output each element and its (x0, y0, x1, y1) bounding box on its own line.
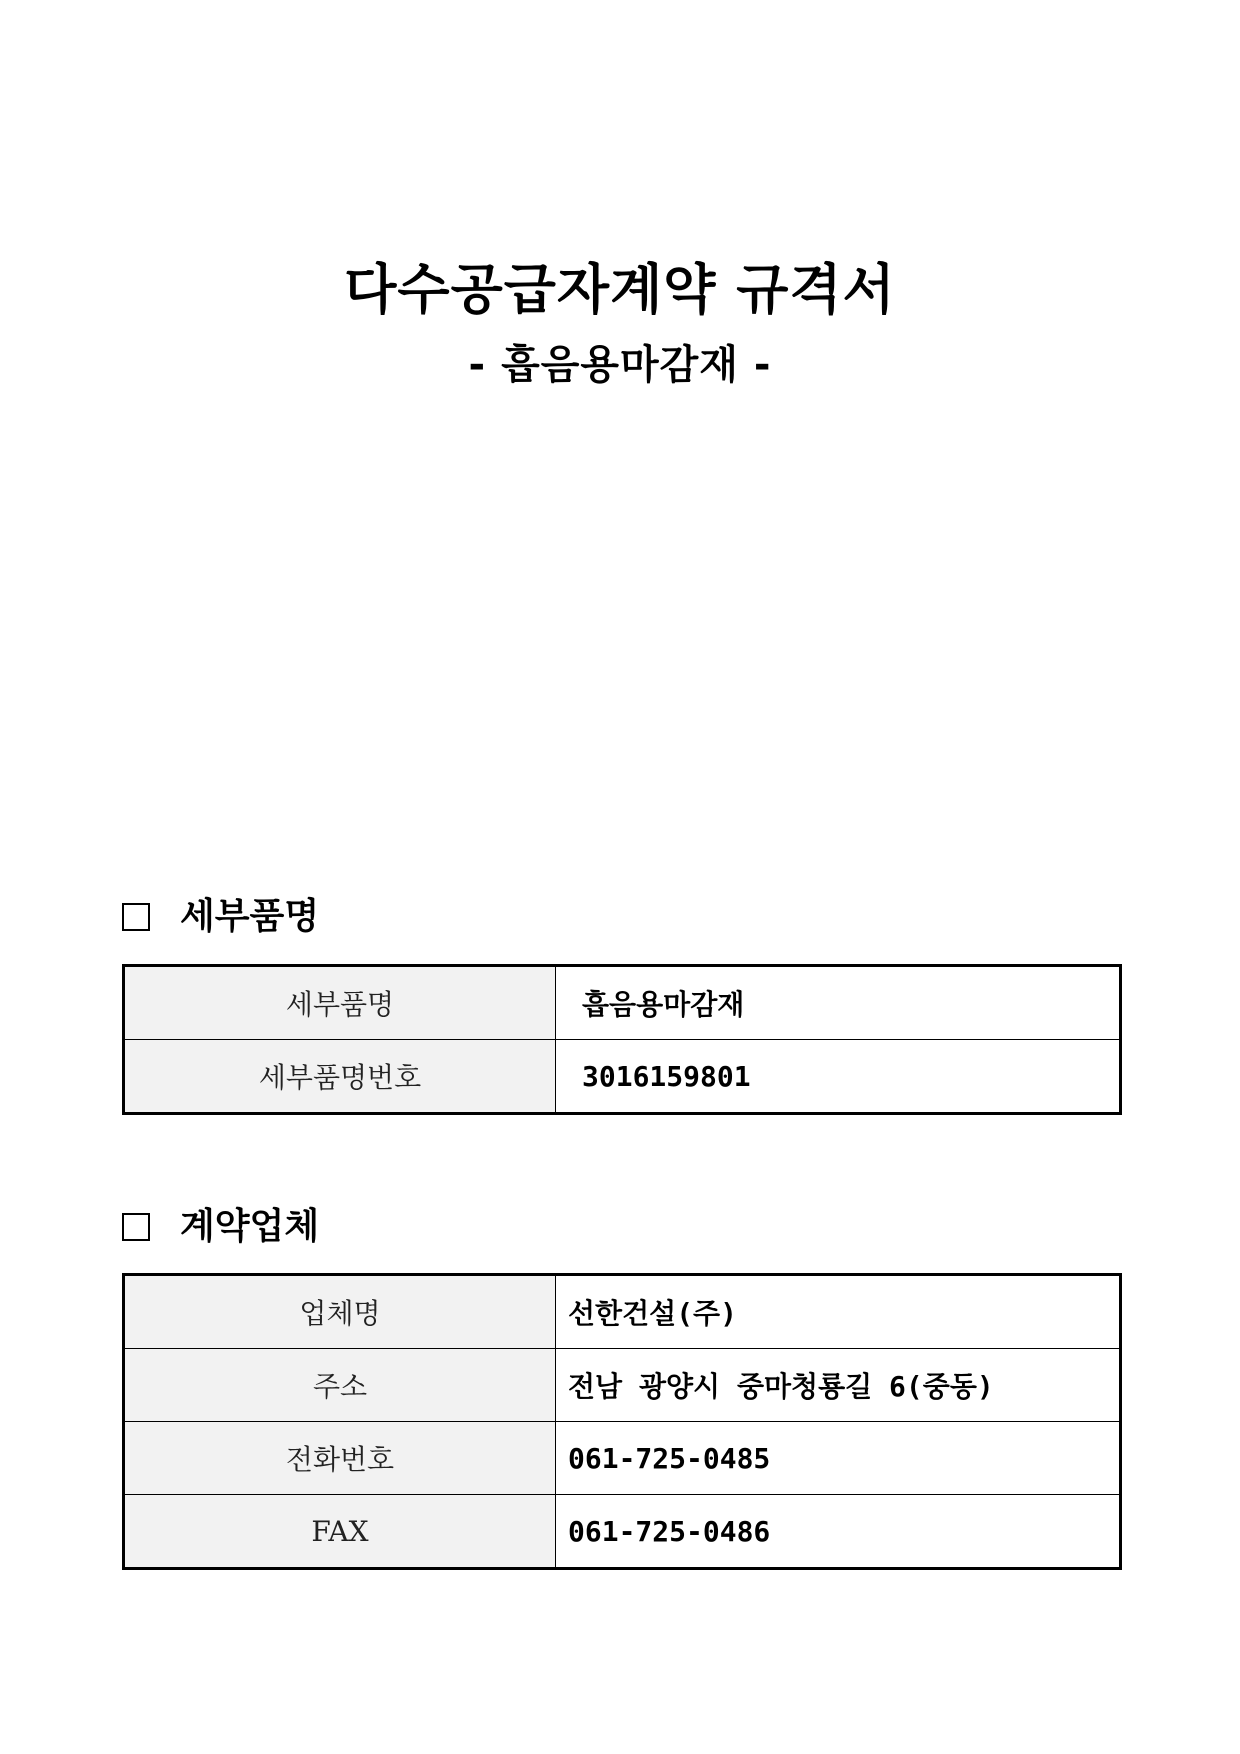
row-value: 선한건설(주) (556, 1275, 1121, 1349)
section-heading-vendor (122, 1202, 319, 1252)
row-value: 061-725-0486 (556, 1495, 1121, 1569)
table-row (124, 1275, 1121, 1349)
section-title: 세부품명 (180, 896, 320, 937)
row-value: 흡음용마감재 (556, 966, 1121, 1040)
section-title: 계약업체 (180, 1206, 320, 1247)
checkbox-icon (122, 903, 150, 931)
table-row (124, 1495, 1121, 1569)
row-label: 세부품명 (124, 966, 556, 1040)
row-label: FAX (124, 1495, 556, 1569)
table-row (124, 1349, 1121, 1422)
row-value: 3016159801 (556, 1040, 1121, 1114)
section-heading-item (122, 892, 319, 942)
vendor-table (122, 1273, 1122, 1570)
document-title: 다수공급자계약 규격서 (344, 258, 896, 321)
row-label: 세부품명번호 (124, 1040, 556, 1114)
row-value: 전남 광양시 중마청룡길 6(중동) (556, 1349, 1121, 1422)
row-label: 업체명 (124, 1275, 556, 1349)
document-subtitle: - 흡음용마감재 - (468, 342, 772, 388)
table-row (124, 966, 1121, 1040)
row-label: 전화번호 (124, 1422, 556, 1495)
item-detail-table (122, 964, 1122, 1115)
row-label: 주소 (124, 1349, 556, 1422)
checkbox-icon (122, 1213, 150, 1241)
row-value: 061-725-0485 (556, 1422, 1121, 1495)
table-row (124, 1422, 1121, 1495)
table-row (124, 1040, 1121, 1114)
